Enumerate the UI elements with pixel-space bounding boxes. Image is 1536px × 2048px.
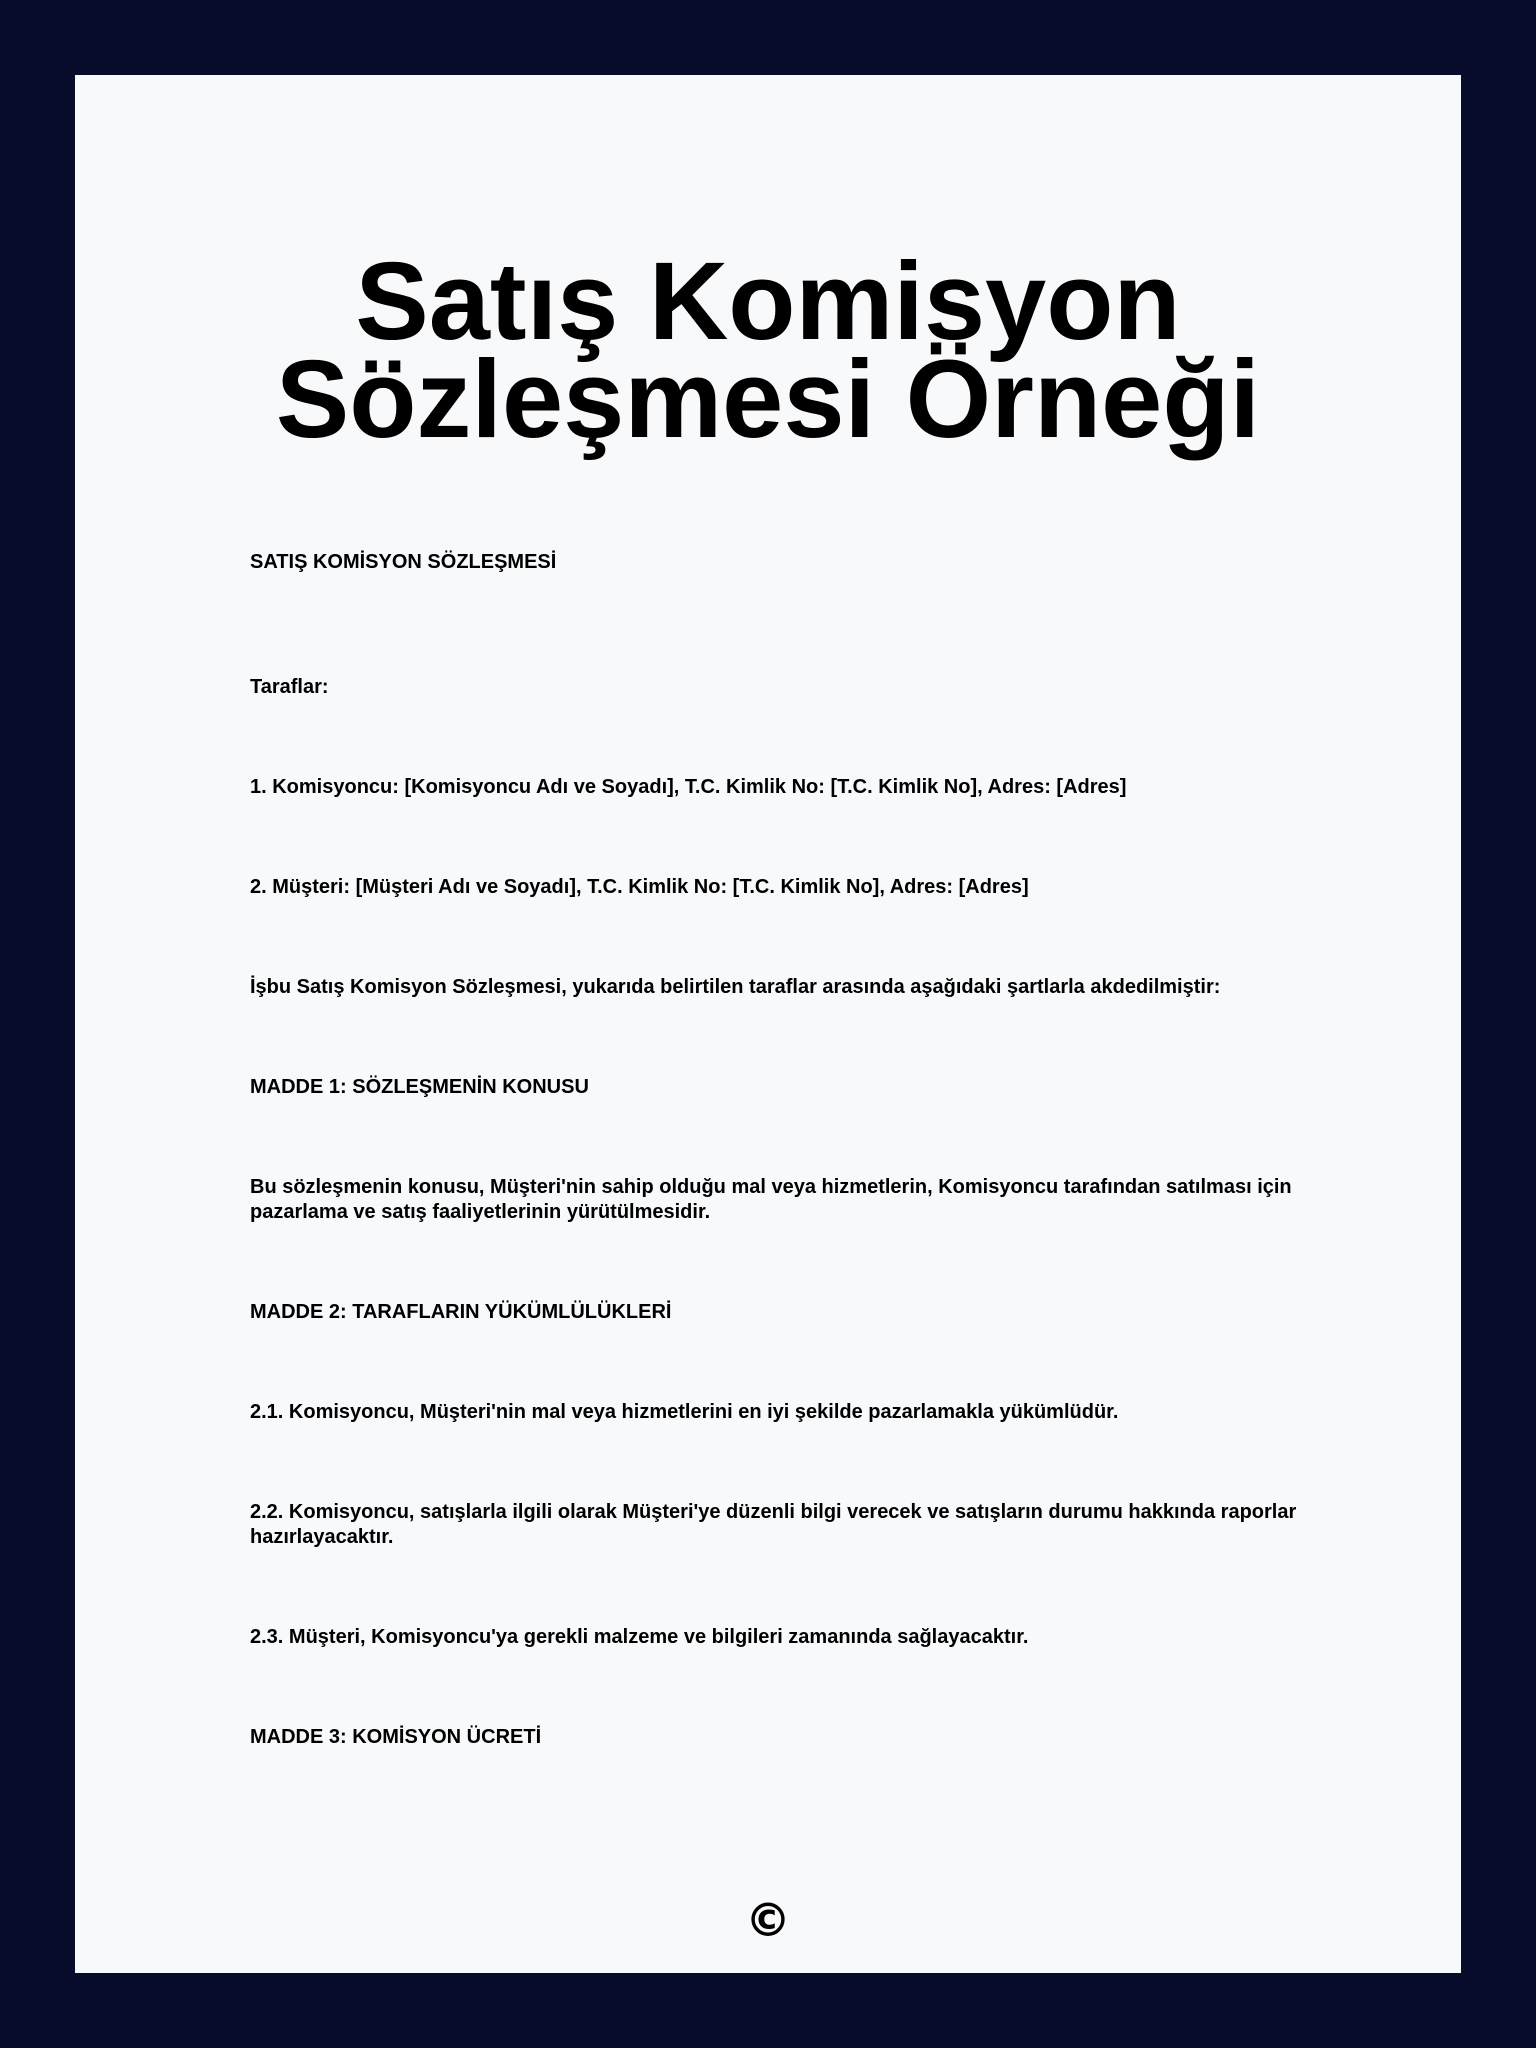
paragraph: 2.3. Müşteri, Komisyoncu'ya gerekli malzeme ve bilgileri zamanında sağlayacaktır. (250, 1626, 1029, 1648)
copyright-symbol: © (745, 1893, 791, 1947)
paragraph: 1. Komisyoncu: [Komisyoncu Adı ve Soyadı], T.C. Kimlik No: [T.C. Kimlik No], Adres: [Adres] (250, 776, 1127, 798)
section-heading: MADDE 3: KOMİSYON ÜCRETİ (250, 1726, 542, 1748)
paragraph: Taraflar: (250, 676, 329, 698)
document-page (75, 75, 1461, 1973)
document-title: Satış Komisyon Sözleşmesi Örneği (275, 240, 1261, 461)
section-heading: MADDE 1: SÖZLEŞMENİN KONUSU (250, 1076, 589, 1098)
paragraph: İşbu Satış Komisyon Sözleşmesi, yukarıda belirtilen taraflar arasında aşağıdaki şartlarla akdedilmiştir: (250, 976, 1221, 998)
paragraph: 2.1. Komisyoncu, Müşteri'nin mal veya hizmetlerini en iyi şekilde pazarlamakla yükümlüdür. (250, 1401, 1119, 1423)
paragraph: 2. Müşteri: [Müşteri Adı ve Soyadı], T.C. Kimlik No: [T.C. Kimlik No], Adres: [Adres] (250, 876, 1029, 898)
paragraph: Bu sözleşmenin konusu, Müşteri'nin sahip olduğu mal veya hizmetlerin, Komisyoncu tarafından satılması için pazarlama ve satış faaliyetlerinin yürütülmesidir. (250, 1176, 1292, 1223)
section-heading: MADDE 2: TARAFLARIN YÜKÜMLÜLÜKLERİ (250, 1301, 672, 1323)
contract-heading: SATIŞ KOMİSYON SÖZLEŞMESİ (250, 551, 557, 573)
paragraph: 2.2. Komisyoncu, satışlarla ilgili olarak Müşteri'ye düzenli bilgi verecek ve satışların durumu hakkında raporlar hazırlayacaktır. (250, 1501, 1297, 1548)
